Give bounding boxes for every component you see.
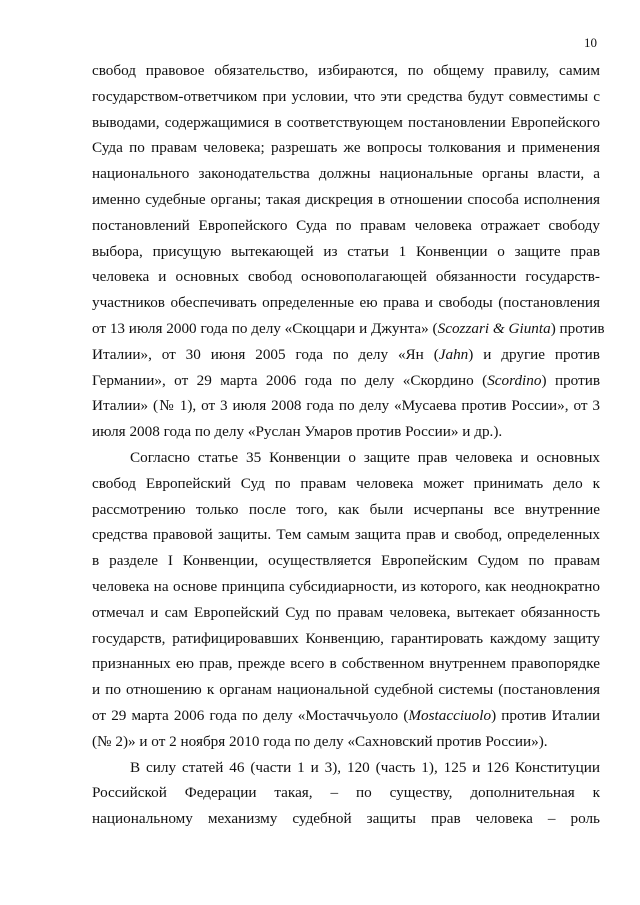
text-line: в разделе I Конвенции, осуществляется Европейским Судом по правам <box>92 552 600 570</box>
text-line: признанных ею прав, прежде всего в собственном внутреннем правопорядке <box>92 655 600 673</box>
text-line: Италии» (№ 1), от 3 июля 2008 года по делу «Мусаева против России», от 3 <box>92 397 600 415</box>
text-line: Суда по правам человека; разрешать же вопросы толкования и применения <box>92 139 600 157</box>
text-line: средства правовой защиты. Тем самым защита прав и свобод, определенных <box>92 526 600 544</box>
paragraph <box>92 755 600 832</box>
text-line: от 29 марта 2006 года по делу «Мостаччьуоло (Mostacciuolo) против Италии <box>92 706 600 724</box>
paragraph <box>92 58 605 445</box>
text-line: июля 2008 года по делу «Руслан Умаров против России» и др.). <box>92 423 503 441</box>
text-line: государств, ратифицировавших Конвенцию, гарантировать каждому защиту <box>92 629 600 647</box>
text-line: человека и основных свобод основополагающей обязанности государств- <box>92 268 600 286</box>
text-line: национального законодательства должны национальные органы власти, а <box>92 165 600 183</box>
text-line: именно судебные органы; такая дискреция в отношении способа исполнения <box>92 190 600 208</box>
text-line: выбора, присущую вытекающей из статьи 1 Конвенции о защите прав <box>92 242 600 260</box>
text-line: свобод правовое обязательство, избираются, по общему правилу, самим <box>92 62 600 79</box>
text-line: Российской Федерации такая, – по существу, дополнительная к <box>92 784 600 802</box>
page-number: 10 <box>584 35 597 50</box>
document-body <box>92 58 605 832</box>
text-line: Германии», от 29 марта 2006 года по делу «Скордино (Scordino) против <box>92 371 601 389</box>
text-line: В силу статей 46 (части 1 и 3), 120 (часть 1), 125 и 126 Конституции <box>130 758 600 776</box>
text-line: (№ 2)» и от 2 ноября 2010 года по делу «Сахновский против России»). <box>92 732 548 750</box>
text-line: постановлений Европейского Суда по правам человека отражает свободу <box>92 216 600 234</box>
text-line: выводами, содержащимися в соответствующем постановлении Европейского <box>92 113 600 131</box>
text-line: и по отношению к органам национальной судебной системы (постановления <box>92 681 600 699</box>
paragraph <box>92 445 600 755</box>
text-line: Согласно статье 35 Конвенции о защите прав человека и основных <box>130 448 600 466</box>
text-line: свобод Европейский Суд по правам человека может принимать дело к <box>92 474 600 492</box>
text-line: от 13 июля 2000 года по делу «Скоццари и Джунта» (Scozzari & Giunta) против <box>92 319 605 337</box>
text-line: национальному механизму судебной защиты прав человека – роль <box>92 810 600 828</box>
text-line: участников обеспечивать определенные ею права и свободы (постановления <box>92 294 600 312</box>
text-line: рассмотрению только после того, как были исчерпаны все внутренние <box>92 500 600 518</box>
text-line: отмечал и сам Европейский Суд по правам человека, вытекает обязанность <box>92 603 600 621</box>
text-line: человека на основе принципа субсидиарности, из которого, как неоднократно <box>92 577 600 595</box>
text-line: Италии», от 30 июня 2005 года по делу «Ян (Jahn) и другие против <box>92 345 600 363</box>
text-line: государством-ответчиком при условии, что эти средства будут совместимы с <box>92 87 600 105</box>
